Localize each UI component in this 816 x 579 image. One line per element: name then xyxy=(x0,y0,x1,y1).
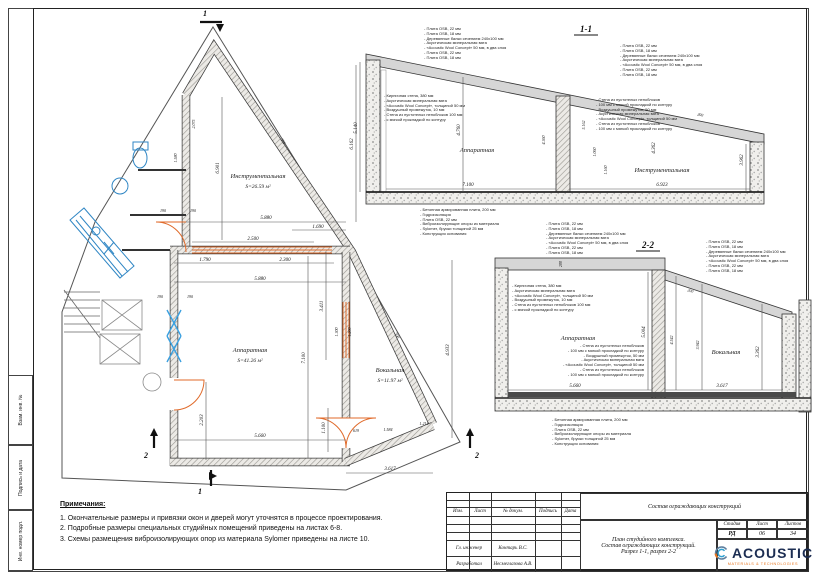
tb-line xyxy=(447,516,580,517)
s2-roof-composition-note-right: - Плита OSB, 22 мм - Плита OSB, 18 мм - Деревянные балки сечением 240х100 мм - Акустическая минеральная вата - «Acoustic Wool Concept» 50 мм, в два слоя - Плита OSB, 22 мм - Плита OSB, 18 мм xyxy=(706,240,788,274)
cut-2-right: 2 xyxy=(475,451,479,460)
s1-dim-5162: 5.162 xyxy=(581,120,586,130)
s1-dim-7100: 7.100 xyxy=(462,183,474,188)
dim-7100: 7.100 xyxy=(302,352,307,364)
s1-roof-composition-note: - Плита OSB, 22 мм - Плита OSB, 18 мм - Деревянные балки сечением 240х100 мм - Акустическая минеральная вата - «Acoustic Wool Concept» 50 мм, в два слоя - Плита OSB, 22 мм - Плита OSB, 18 мм xyxy=(424,27,506,61)
dim-190c: 190 xyxy=(160,208,166,213)
tb-line xyxy=(447,524,580,525)
tb-col-list: Лист xyxy=(474,509,486,514)
s2-partition-wall-note: - Стена из пустотелых пеноблоков - 100 мм с мягкой прокладкой по контуру - Воздушный промежуток, 50 мм - Акустическая минеральная вата - «Acoustic Wool Concept», толщиной 50 мм - Стена из пустотелых пеноблоков - 100 мм с мягкой прокладкой по контуру xyxy=(552,344,644,378)
s2-dim-200b: 200 xyxy=(686,287,695,294)
tb-line xyxy=(447,532,580,533)
s1-dim-1160: 1.160 xyxy=(603,165,608,175)
dim-2203: 2.203 xyxy=(200,414,205,426)
dim-1300: 1.300 xyxy=(334,327,339,337)
dim-1200: 1.200 xyxy=(347,327,352,337)
s1-dim-3962: 3.962 xyxy=(740,154,745,166)
s2-dim-5660: 5.660 xyxy=(569,384,581,389)
dim-190a: 190 xyxy=(157,294,163,299)
tb-sheets-label: Листов xyxy=(777,520,809,529)
dim-2300: 2.300 xyxy=(279,258,291,263)
dim-1580: 1.580 xyxy=(173,153,178,163)
stairs xyxy=(64,290,100,338)
tb-sheet-title xyxy=(580,520,717,572)
dim-3617: 3.617 xyxy=(384,467,396,472)
logo-tagline: MATERIALS & TECHNOLOGIES xyxy=(727,562,799,566)
room-control-area: S=41.26 м² xyxy=(237,358,263,364)
s1-roof-composition-note-right: - Плита OSB, 22 мм - Плита OSB, 18 мм - Деревянные балки сечением 240х100 мм - Акустическая минеральная вата - «Acoustic Wool Concept» 50 мм, в два слоя - Плита OSB, 22 мм - Плита OSB, 18 мм xyxy=(620,44,702,78)
dim-5660: 5.660 xyxy=(254,434,266,439)
room-vocal-area: S=11.97 м² xyxy=(377,378,403,384)
s2-dim-3362: 3.362 xyxy=(756,346,761,358)
dim-6901: 6.901 xyxy=(216,162,221,174)
tb-name-engineer: Контарь В.С. xyxy=(498,545,528,551)
s2-room1-label: Аппаратная xyxy=(560,335,596,342)
tb-sheet-title-line1: План студийного комплекса. xyxy=(611,537,686,543)
tb-col-podpis: Подпись xyxy=(538,509,558,514)
s1-dim-1060: 1.060 xyxy=(592,147,597,157)
dim-6162: 6.162 xyxy=(350,138,355,150)
tb-line xyxy=(447,500,580,501)
s2-floor-composition-note: - Бетонная армированная плита, 200 мм - Гидроизоляция - Плита OSB, 22 мм - Виброизолирующие опоры из материала - Sylomer, бруски толщиной 25 мм - Конструкция основания xyxy=(552,418,631,447)
dim-190b: 190 xyxy=(187,294,193,299)
dim-1214: 1.214 xyxy=(419,421,429,426)
notes-list: 1. Окончательные размеры и привязки окон и дверей могут уточнятся в процессе проектирования. 2. Подробные размеры специальных студийных помещений приведены на листах 6-8. 3. Схемы размещения виброизолирующих опор из материала Sylomer приведены на листе 10. xyxy=(60,514,383,543)
plan-dim-texts xyxy=(157,120,451,473)
acoustic-logo-icon xyxy=(713,545,729,561)
tb-doc-title: Состав ограждающих конструкций xyxy=(580,493,809,520)
room-instrumental-area: S=26.59 м² xyxy=(245,184,271,190)
s2-dim-5004: 5.004 xyxy=(642,326,647,338)
dim-2500: 2.500 xyxy=(247,237,259,242)
s1-exterior-wall-note: - Кирпичная стена, 380 мм - Акустическая минеральная вата - «Acoustic Wool Concept», толщиной 50 мм - Воздушный промежуток, 10 мм - Стена из пустотелых пеноблоков 100 мм - с мягкой прокладкой по контуру xyxy=(384,94,465,123)
cut-1-bottom: 1 xyxy=(198,487,202,496)
cut-1-top: 1 xyxy=(203,9,207,18)
tb-col-data: Дата xyxy=(564,509,577,514)
dim-1584: 1.584 xyxy=(383,427,393,432)
company-logo xyxy=(717,539,814,572)
s1-dim-4760: 4.760 xyxy=(457,124,462,136)
plan-dim-lines xyxy=(174,65,452,473)
room-vocal-name: Вокальная xyxy=(375,367,405,374)
s2-roof-composition-note: - Плита OSB, 22 мм - Плита OSB, 18 мм - Деревянные балки сечением 240х100 мм - Акустическая минеральная вата - «Acoustic Wool Concept» 50 мм, в два слоя - Плита OSB, 22 мм - Плита OSB, 18 мм xyxy=(546,222,628,256)
dim-1690: 1.690 xyxy=(312,225,324,230)
s2-exterior-wall-note: - Кирпичная стена, 380 мм - Акустическая минеральная вата - «Acoustic Wool Concept», толщиной 50 мм - Воздушный промежуток, 10 мм - Стена из пустотелых пеноблоков 100 мм - с мягкой прокладкой по контуру xyxy=(512,284,593,313)
s1-room1-label: Аппаратная xyxy=(459,147,495,154)
dim-4933: 4.933 xyxy=(446,344,451,356)
dim-5880-top: 5.880 xyxy=(260,216,272,221)
tb-sheet-title-line3: Разрез 1-1, разрез 2-2 xyxy=(621,549,676,555)
s1-dim-4360: 4.360 xyxy=(541,135,546,145)
general-notes xyxy=(60,500,383,545)
stamp-label: Инв. номер подл. xyxy=(17,520,24,561)
tb-sheets-value: 34 xyxy=(777,529,809,539)
tb-stage-value: РД xyxy=(717,529,747,539)
furniture xyxy=(100,300,161,391)
section2-title: 2-2 xyxy=(642,240,654,250)
title-block xyxy=(446,492,814,571)
dim-3411: 3.411 xyxy=(320,300,325,312)
dim-500a: 500 xyxy=(279,137,287,146)
room-instrumental-name: Инструментальная xyxy=(230,173,286,180)
s1-dim-200: 200 xyxy=(696,111,704,118)
plan-partitions xyxy=(122,170,186,250)
dim-5880-bot: 5.880 xyxy=(254,277,266,282)
room-control-name: Аппаратная xyxy=(232,347,268,354)
s1-room2-label: Инструментальная xyxy=(634,167,690,174)
dim-619: 619 xyxy=(353,428,359,433)
tb-col-dokum: № докум. xyxy=(503,509,523,514)
stamp-label: Подпись и дата xyxy=(17,459,24,496)
dim-1100: 1.100 xyxy=(322,422,327,434)
tb-stage-label: Стадия xyxy=(717,520,747,529)
s1-partition-wall-note: - Стена из пустотелых пеноблоков - 100 мм с мягкой прокладкой по контуру - Воздушный промежуток, 50 мм - Акустическая минеральная вата - «Acoustic Wool Concept», толщиной 50 мм - Стена из пустотелых пеноблоков - 100 мм с мягкой прокладкой по контуру xyxy=(596,98,677,132)
tb-sheet-value: 06 xyxy=(747,529,777,539)
dim-1790: 1.790 xyxy=(199,258,211,263)
section1-title: 1-1 xyxy=(580,24,592,34)
s2-room2-label: Вокальная xyxy=(711,349,741,356)
dim-500b: 500 xyxy=(393,331,401,340)
tb-col-izm: Изм. xyxy=(453,509,463,514)
tb-sheet-title-line2: Состав ограждающих конструкций. xyxy=(601,543,696,549)
s2-dim-200a: 200 xyxy=(558,261,563,267)
s2-dim-3942: 3.942 xyxy=(695,340,700,350)
notes-heading: Примечания: xyxy=(60,501,106,508)
cut-2-left: 2 xyxy=(144,451,148,460)
s1-floor-composition-note: - Бетонная армированная плита, 200 мм - Гидроизоляция - Плита OSB, 22 мм - Виброизолирующие опоры из материала - Sylomer, бруски толщиной 25 мм - Конструкция основания xyxy=(420,208,499,237)
s2-dim-3617: 3.617 xyxy=(716,384,728,389)
tb-name-developer: Несмеглазова А.В. xyxy=(493,561,533,567)
s1-dim-4362: 4.362 xyxy=(652,142,657,154)
logo-name: ACOUSTIC xyxy=(731,545,814,561)
tb-role-developer: Разработал xyxy=(456,561,482,567)
s1-dim-6923: 6.923 xyxy=(656,183,668,188)
dim-190d: 190 xyxy=(190,208,196,213)
tb-role-engineer: Гл. инженер xyxy=(455,545,483,551)
dim-2075: 2.075 xyxy=(191,119,196,129)
s2-dim-4542: 4.542 xyxy=(669,335,674,345)
stamp-label: Взам. инв. № xyxy=(17,394,24,426)
tb-sheet-label: Лист xyxy=(747,520,777,529)
s1-dim-5140: 5.140 xyxy=(354,122,359,134)
